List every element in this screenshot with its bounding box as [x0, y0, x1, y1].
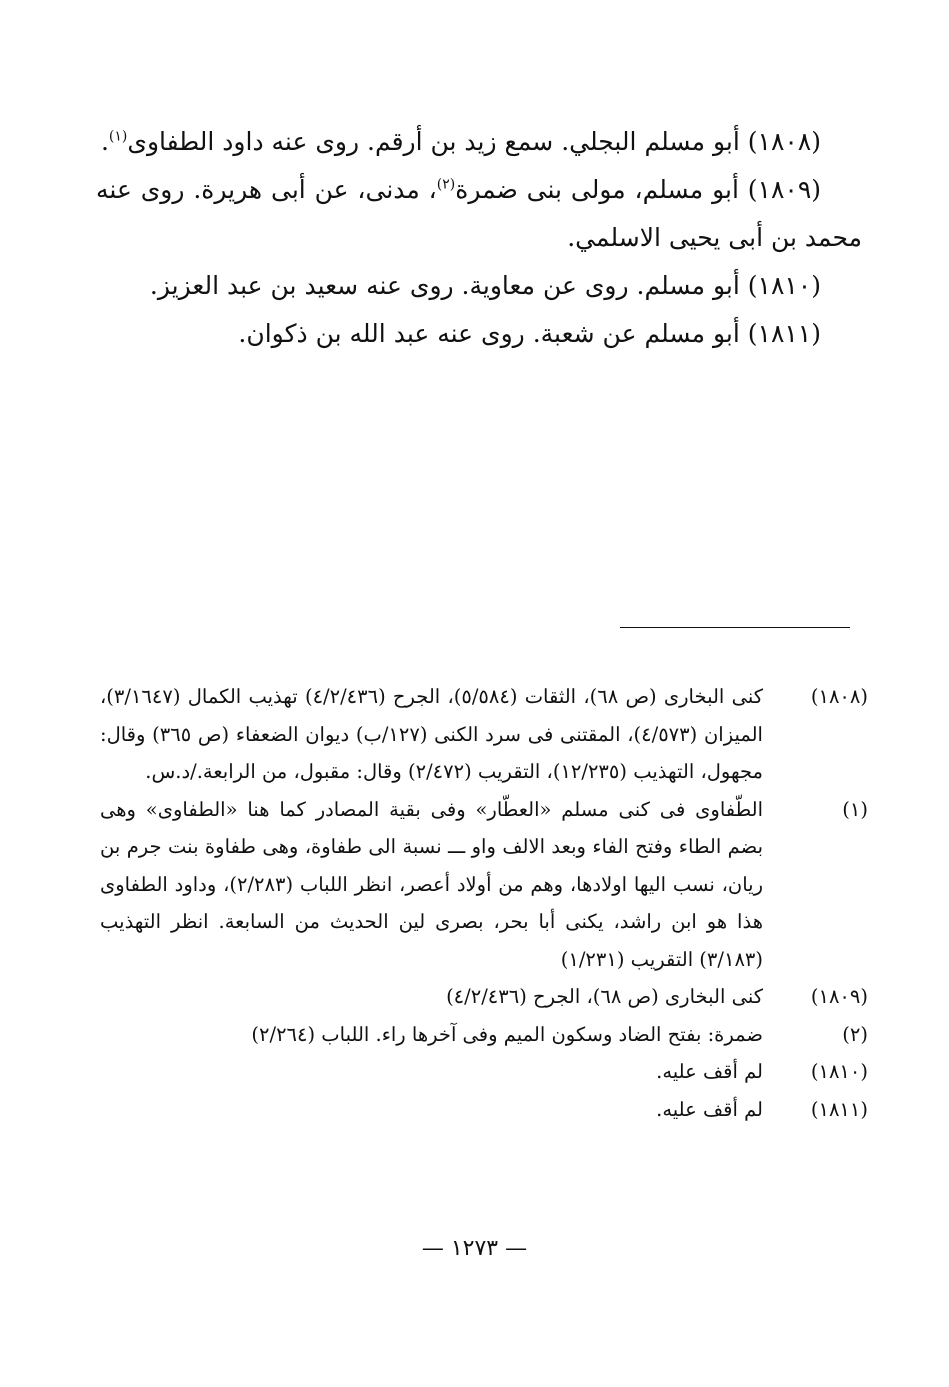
footnote-ref[interactable]: (١) — [108, 128, 128, 145]
footnote-1810 — [100, 1053, 868, 1091]
footnote-separator — [620, 627, 850, 628]
footnote-1811 — [100, 1091, 868, 1129]
footnote-number: (١٨١١) — [810, 1097, 868, 1121]
footnote-text: الطّفاوى فى كنى مسلم «العطّار» وفى بقية المصادر كما هنا «الطفاوى» وهى بضم الطاء وفتح الفاء وبعد الالف واو ـــ نسبة الى طفاوة، وهى طفاوة بنت جرم بن ريان، نسب اليها اولادها، وهم من أولاد أعصر، انظر اللباب (٢/٢٨٣)، وداود الطفاوى هذا هو ابن راشد، يكنى أبا بحر، بصرى لين الحديث من السابعة. انظر التهذيب (٣/١٨٣) التقريب (١/٢٣١) — [100, 797, 763, 971]
footnote-text: ضمرة: بفتح الضاد وسكون الميم وفى آخرها راء. اللباب (٢/٢٦٤) — [251, 1022, 763, 1046]
main-text — [96, 118, 862, 358]
footnote-text: لم أقف عليه. — [656, 1060, 763, 1083]
footnote-number: (١٨٠٩) — [810, 985, 868, 1008]
entry-1808 — [96, 118, 862, 166]
footnote-number: (٢) — [842, 1022, 868, 1046]
footnote-number: (١٨٠٨) — [810, 685, 868, 708]
footnote-text: لم أقف عليه. — [656, 1097, 763, 1121]
footnote-2 — [100, 1016, 868, 1054]
entry-text: (١٨٠٩) أبو مسلم، مولى بنى ضمرة — [455, 175, 822, 204]
footnote-ref[interactable]: (٢) — [436, 176, 456, 193]
footnote-1 — [100, 791, 868, 979]
footnote-number: (١) — [842, 797, 868, 821]
footnote-text: كنى البخارى (ص ٦٨)، الجرح (٤/٢/٤٣٦) — [446, 985, 763, 1008]
entry-text: (١٨٠٨) أبو مسلم البجلي. سمع زيد بن أرقم. روى عنه داود الطفاوى — [127, 127, 821, 156]
entry-1809 — [96, 166, 862, 262]
entry-text-after: ، مدنى، عن أبى هريرة. روى عنه محمد بن أبى يحيى الاسلمي. — [96, 175, 862, 252]
entry-1810: (١٨١٠) أبو مسلم. روى عن معاوية. روى عنه سعيد بن عبد العزيز. — [149, 271, 821, 300]
footnote-1808 — [100, 678, 868, 791]
footnote-number: (١٨١٠) — [810, 1060, 868, 1083]
page-number: — ١٢٧٣ — — [421, 1236, 528, 1261]
entry-text-after: . — [100, 127, 109, 156]
footnotes — [100, 678, 868, 1128]
footnote-text: كنى البخارى (ص ٦٨)، الثقات (٥/٥٨٤)، الجرح (٤/٢/٤٣٦) تهذيب الكمال (٣/١٦٤٧)، الميزان (٤/٥٧٣)، المقتنى فى سرد الكنى (١٢٧/ب) ديوان الضعفاء (ص ٣٦٥) وقال: مجهول، التهذيب (١٢/٢٣٥)، التقريب (٢/٤٧٢) وقال: مقبول، من الرابعة./د.س. — [100, 685, 763, 783]
footnote-1809 — [100, 978, 868, 1016]
entry-1811: (١٨١١) أبو مسلم عن شعبة. روى عنه عبد الله بن ذكوان. — [238, 319, 821, 348]
